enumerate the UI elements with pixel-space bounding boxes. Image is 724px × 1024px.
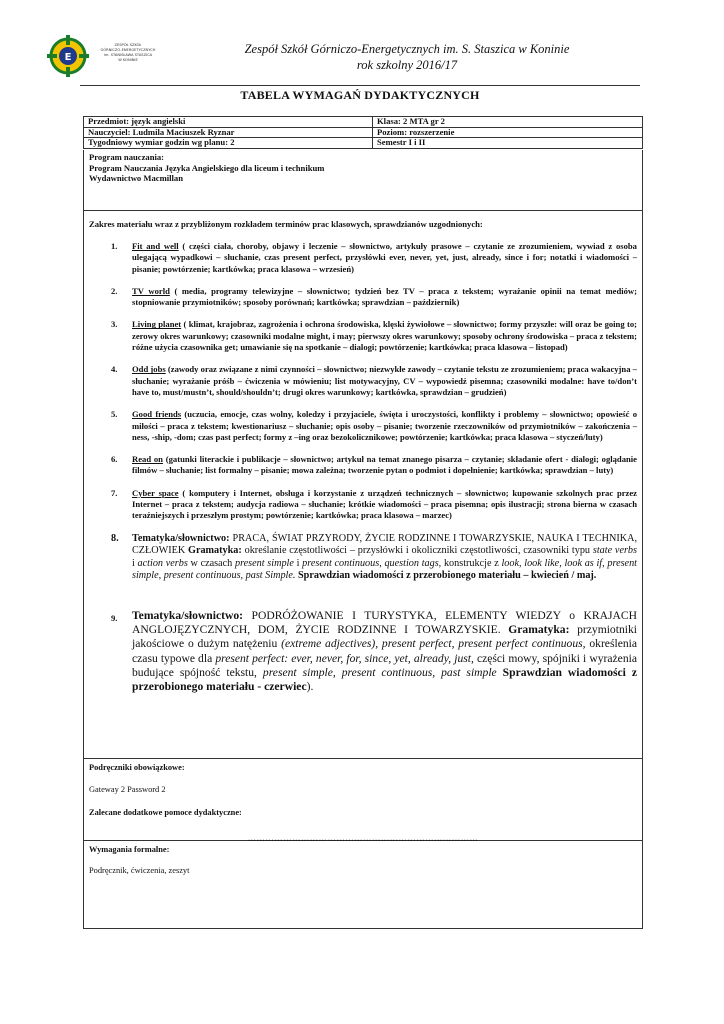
topic-name: Good friends: [132, 409, 182, 420]
textbooks-label: Podręczniki obowiązkowe:: [89, 763, 185, 772]
content-section: [83, 211, 643, 759]
topic-name: Odd jobs: [132, 364, 166, 375]
topic-text: części mowy, spójniki i wyrażenia budujące spójność tekstu,: [132, 651, 637, 679]
topic-number: 4.: [111, 364, 118, 375]
topic-text: ( części ciała, choroby, objawy i leczenie – słownictwo, artykuły prasowe – czytanie ze zrozumieniem, wywiad z osoba ulegającą wypadkowi – słuchanie, czas present perfect, przysłówki ever, never, yet, just, already, since i for; notatki i wiadomości – pisanie; powtórzenie; kartkówka; praca klasowa – wrzesień): [132, 241, 637, 274]
page-header: [40, 28, 644, 84]
grammar-label: Gramatyka:: [508, 622, 570, 636]
topic-text: PODRÓŻOWANIE I TURYSTYKA, ELEMENTY WIEDZY o KRAJACH ANGLOJĘZYCZNYCH, DOM, ŻYCIE RODZINNE I TOWARZYSKIE.: [132, 608, 637, 636]
meta-table: [83, 116, 643, 149]
meta-row: [84, 127, 643, 138]
level-cell: Poziom: rozszerzenie: [373, 127, 643, 138]
topic-text: PRACA, ŚWIAT PRZYRODY, ŻYCIE RODZINNE I TOWARZYSKIE, NAUKA I TECHNIKA, CZŁOWIEK: [132, 532, 637, 557]
topic-number: 3.: [111, 319, 118, 330]
topic-term: state verbs: [592, 545, 637, 557]
topic-number: 8.: [111, 532, 119, 544]
topic-term: look, look like, look as if, present simple, present continuous, past Simple.: [132, 557, 638, 582]
svg-text:GÓRNICZO-ENERGETYCZNYCH: GÓRNICZO-ENERGETYCZNYCH: [100, 48, 156, 52]
topic-text: określanie częstotliwości – przysłówki i okoliczniki częstotliwości, czasowniki typu: [241, 545, 593, 557]
svg-text:W KONINIE: W KONINIE: [118, 58, 138, 62]
topic-list: [89, 241, 637, 694]
topic-item-9: [89, 609, 637, 695]
header-divider: [80, 85, 640, 86]
topic-text: (uczucia, emocje, czas wolny, koledzy i przyjaciele, święta i uroczystości, konflikty i problemy – słownictwo; opowieść o miłości – praca z tekstem; kwestionariusz – słuchanie; opis osoby – pisanie; tworzenie rzeczowników od przymiotników – zakończenia –ness, -ship, -dom; czas past perfect; formy z –ing oraz bezokolicznikowe; powtórzenie; kartkówka; praca klasowa – styczeń/luty): [132, 409, 637, 442]
topic-text: (zawody oraz związane z nimi czynności – słownictwo; niezwykłe zawody – czytanie tekstu ze zrozumieniem; praca wakacyjna – słuchanie; wyrażanie próśb – ćwiczenia w mówieniu; list motywacyjny, CV – wypowiedź pisemna; czasowniki modalne: have to/don’t have to, must/mustn’t, should/shouldn’t; drugi okres warunkowy; kartkówka, sprawdzian – grudzień): [132, 364, 637, 397]
formal-requirements-value: Podręcznik, ćwiczenia, zeszyt: [89, 866, 190, 875]
topic-number: 7.: [111, 487, 118, 498]
meta-row: [84, 138, 643, 149]
topic-number: 5.: [111, 409, 118, 420]
topic-item: [89, 454, 637, 477]
document-title: TABELA WYMAGAŃ DYDAKTYCZNYCH: [240, 88, 480, 102]
topic-text: i: [293, 557, 303, 569]
topic-text: ( klimat, krajobraz, zagrożenia i ochrona środowiska, klęski żywiołowe – słownictwo; formy przyszłe: will oraz be going to; zerowy okres warunkowy; czasowniki modalne might, i may; pierwszy okres warunkowy; sposoby ochrony środowiska – praca z tekstem; różne użycia czasownika get; umawianie się na spotkanie – dialogi; powtórzenie; kartkówka; praca klasowa – listopad): [132, 319, 638, 353]
formal-requirements-label: Wymagania formalne:: [89, 845, 170, 854]
school-year: rok szkolny 2016/17: [356, 58, 458, 72]
test-date: – kwiecień / maj.: [520, 570, 597, 582]
topic-term: present simple, present continuous, past simple: [262, 665, 497, 679]
topic-name: Cyber space: [132, 487, 179, 498]
additional-aids-placeholder: ……………………………………………………………………: [247, 834, 479, 843]
test-label: Sprawdzian wiadomości z przerobionego materiału - czerwiec: [132, 665, 637, 694]
class-cell: Klasa: 2 MTA gr 2: [373, 117, 643, 128]
subject-cell: Przedmiot: język angielski: [84, 117, 373, 128]
textbooks-section: [83, 759, 643, 841]
topic-name: TV world: [132, 285, 170, 296]
school-logo-graphic: [46, 32, 166, 80]
test-label: Sprawdzian wiadomości z przerobionego materiału: [298, 570, 521, 582]
topic-item: [89, 364, 637, 398]
topic-text: ( media, programy telewizyjne – słownictwo; tydzień bez TV – praca z tekstem; wyrażanie opinii na temat mediów; stopniowanie przymiotników; sposoby porównań; kartkówka; sprawdzian – październik): [132, 285, 637, 308]
topic-lead: Tematyka/słownictwo:: [132, 532, 230, 544]
topic-item-8: [89, 533, 637, 583]
topic-text: ( komputery i Internet, obsługa i korzystanie z urządzeń technicznych – słownictwo; kupowanie szkolnych prac przez Internet – praca z tekstem; audycja radiowa – słuchanie; krótkie wiadomości – praca pisemna; opis ilustracji; strona bierna w czasach teraźniejszych i przeszłym prostym; powtórzenie; kartkówka; praca klasowa – marzec): [132, 487, 637, 521]
program-section: [83, 150, 643, 211]
topic-number: 1.: [111, 241, 118, 251]
topic-name: Read on: [132, 454, 163, 465]
topic-item: [89, 409, 637, 443]
topic-name: Fit and well: [132, 241, 179, 251]
svg-text:ZESPÓŁ SZKÓŁ: ZESPÓŁ SZKÓŁ: [114, 43, 142, 47]
topic-term: present continuous, question tags,: [302, 557, 442, 569]
program-publisher: Wydawnictwo Macmillan: [89, 173, 183, 183]
content-intro: Zakres materiału wraz z przybliżonym rozkładem terminów prac klasowych, sprawdzianów uzgodnionych:: [89, 219, 483, 229]
topic-item: [89, 488, 637, 522]
topic-item: [89, 319, 637, 353]
topic-text: w czasach: [187, 557, 235, 569]
topic-number: 2.: [111, 285, 118, 296]
topic-number: 9.: [111, 612, 118, 623]
program-line: Program Nauczania Języka Angielskiego dla liceum i technikum: [89, 162, 325, 173]
svg-text:im. STANISŁAWA STASZICA: im. STANISŁAWA STASZICA: [103, 53, 153, 57]
topic-text: (gatunki literackie i publikacje – słownictwo; artykuł na temat znanego pisarza – czytanie; składanie ofert - dialogi; oglądanie filmów – słuchanie; list formalny – pisanie; mowa zależna; tworzenie pytan o podmiot i dopełnienie; kartkówka; sprawdzian – luty): [132, 454, 637, 476]
topic-term: action verbs: [137, 557, 188, 569]
program-label: Program nauczania:: [89, 152, 165, 162]
grammar-label: Gramatyka:: [188, 545, 242, 557]
topic-text: i: [132, 557, 138, 569]
topic-lead: Tematyka/słownictwo:: [132, 608, 244, 622]
svg-text:E: E: [64, 52, 72, 63]
topic-term: (extreme adjectives), present perfect, present perfect continuous,: [281, 637, 586, 651]
topic-item: [89, 241, 637, 275]
hours-cell: Tygodniowy wymiar godzin wg planu: 2: [84, 138, 373, 149]
school-name: Zespół Szkół Górniczo-Energetycznych im. S. Staszica w Koninie: [244, 42, 570, 56]
meta-row: [84, 117, 643, 128]
topic-text: konstrukcje z: [441, 557, 502, 569]
textbooks-value: Gateway 2 Password 2: [89, 785, 166, 794]
topic-text: przymiotniki jakościowe o dużym natężeniu: [132, 622, 637, 651]
topic-item: [89, 286, 637, 309]
topic-text: ).: [306, 680, 314, 694]
additional-aids-label: Zalecane dodatkowe pomoce dydaktyczne:: [89, 808, 242, 817]
formal-requirements-section: [83, 841, 643, 929]
topic-text: określenia czasu typowe dla: [132, 637, 637, 665]
topic-term: present simple: [234, 557, 294, 569]
topic-name: Living planet: [132, 319, 182, 330]
teacher-cell: Nauczyciel: Ludmila Maciuszek Ryznar: [84, 127, 373, 138]
school-logo: [46, 32, 166, 80]
topic-number: 6.: [111, 454, 118, 465]
semester-cell: Semestr I i II: [373, 138, 643, 149]
topic-term: present perfect: ever, never, for, since, yet, already, just,: [215, 651, 474, 665]
